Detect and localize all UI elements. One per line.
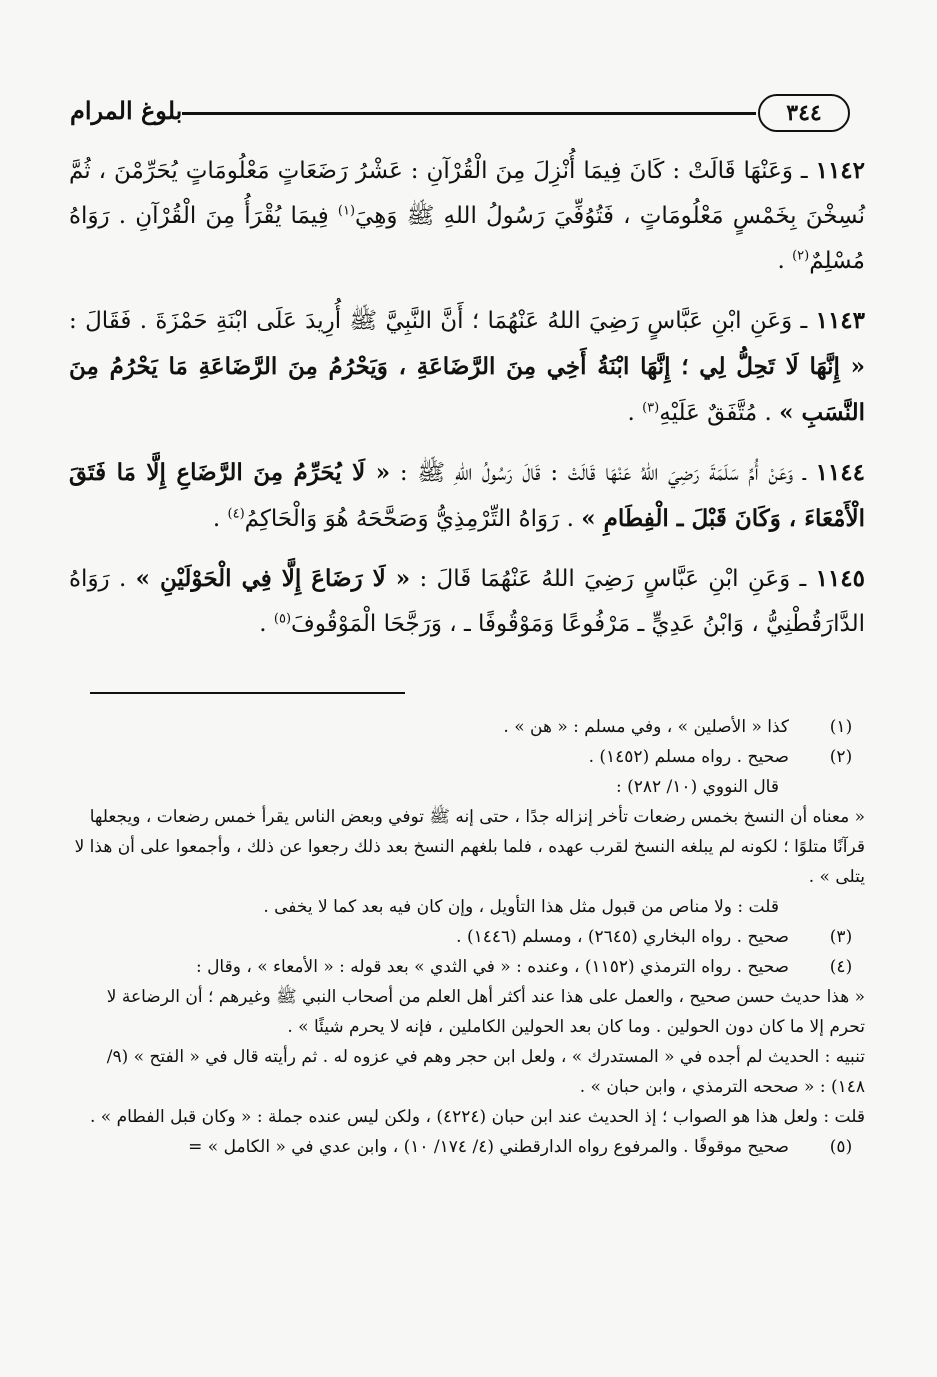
hadith-end: . [777,248,785,274]
footnote-ref: (١) [337,203,356,219]
header-rule [182,112,756,115]
hadith-text: ـ وَعَنِ ابْنِ عَبَّاسٍ رَضِيَ اللهُ عَنْهُمَا قَالَ : [419,566,807,592]
hadith-number: ١١٤٤ [815,459,865,486]
footnote-line: قلت : ولا مناص من قبول مثل هذا التأويل ، وإن كان فيه بعد كما لا يخفى . [263,897,779,917]
footnote-note: تنبيه : الحديث لم أجده في « المستدرك » ، ولعل ابن حجر وهم في عزوه له . ثم رأيته قال في « الفتح » (٩/ ١٤٨) : « صححه الترمذي ، وابن حبان » . [106,1047,865,1097]
hadith-quote: « لَا رَضَاعَ إِلَّا فِي الْحَوْلَيْنِ » [135,565,411,592]
footnote-line: صحيح . رواه مسلم (١٤٥٢) . [588,747,789,767]
footnote-line: صحيح موقوفًا . والمرفوع رواه الدارقطني (٤/ ١٧٤/ ١٠) ، وابن عدي في « الكامل » = [188,1137,789,1157]
footnote-number: (٥) [829,1137,853,1157]
footnote-5 [69,1132,865,1162]
footnote-3 [69,922,865,952]
footnote-4 [69,952,865,1132]
footnote-number: (٢) [829,747,853,767]
footnote-ref: (٣) [642,400,660,416]
hadith-end: . [212,506,221,532]
hadith-tail: . رَوَاهُ التِّرْمِذِيُّ وَصَحَّحَهُ هُوَ وَالْحَاكِمُ [244,506,574,532]
footnote-2 [69,742,865,922]
hadith-number: ١١٤٥ [815,565,865,592]
footnote-line: قال النووي (١٠/ ٢٨٢) : [615,777,779,797]
hadith-text: ـ وَعَنْ أُمِّ سَلَمَةَ رَضِيَ اللهُ عَنْهَا قَالَتْ : قَالَ رَسُولُ اللهِ ﷺ : [399,460,806,486]
footnote-number: (٣) [829,927,853,947]
hadith-text: فِيمَا يُقْرَأُ مِنَ الْقُرْآنِ . رَوَاهُ مُسْلِمٌ [69,203,865,274]
footnote-ref: (٥) [273,611,292,627]
footnote-number: (٤) [829,957,853,977]
hadith-tail: . مُتَّفَقٌ عَلَيْهِ [659,400,772,426]
hadith-quote: « لَا يُحَرِّمُ مِنَ الرَّضَاعِ إِلَّا مَا فَتَقَ الْأَمْعَاءَ ، وَكَانَ قَبْلَ ـ الْفِطَامِ » [69,459,865,532]
footnote-ref: (٤) [227,506,245,522]
footnote-quote: « معناه أن النسخ بخمس رضعات تأخر إنزاله جدًا ، حتى إنه ﷺ توفي وبعض الناس يقرأ خمس رضعات ، ويجعلها قرآنًا متلوًا ؛ لكونه لم يبلغه النسخ لقرب عهده ، فلما بلغهم النسخ بعد ذلك رجعوا عن ذلك ، وأجمعوا على أن هذا لا يتلى » . [74,807,865,887]
hadith-end: . [627,400,635,426]
hadith-quote: « إِنَّهَا لَا تَحِلُّ لِي ؛ إِنَّهَا ابْنَةُ أَخِي مِنَ الرَّضَاعَةِ ، وَيَحْرُمُ مِنَ الرَّضَاعَةِ مَا يَحْرُمُ مِنَ النَّسَبِ » [69,353,865,426]
hadith-1143 [69,298,865,436]
footnote-note: قلت : ولعل هذا هو الصواب ؛ إذ الحديث عند ابن حبان (٤٢٢٤) ، ولكن ليس عنده جملة : « وكان قبل الفطام » . [89,1107,865,1127]
hadith-section [69,148,865,661]
footnote-1 [69,712,865,742]
footnote-ref: (٢) [792,248,810,264]
footnote-number: (١) [829,717,853,737]
footnote-line: صحيح . رواه البخاري (٢٦٤٥) ، ومسلم (١٤٤٦) . [456,927,789,947]
hadith-1142 [69,148,865,284]
hadith-text: ـ وَعَنْهَا قَالَتْ : كَانَ فِيمَا أُنْزِلَ مِنَ الْقُرْآنِ : عَشْرُ رَضَعَاتٍ مَعْلُومَاتٍ يُحَرِّمْنَ ، ثُمَّ نُسِخْنَ بِخَمْسٍ مَعْلُومَاتٍ ، فَتُوُفِّيَ رَسُولُ اللهِ ﷺ وَهِيَ [69,158,865,229]
page-number: ٣٤٤ [758,94,850,132]
footnote-separator [90,692,405,694]
hadith-number: ١١٤٣ [815,307,866,334]
book-title: بلوغ المرام [70,96,183,125]
hadith-text: ـ وَعَنِ ابْنِ عَبَّاسٍ رَضِيَ اللهُ عَنْهُمَا ؛ أَنَّ النَّبِيَّ ﷺ أُرِيدَ عَلَى ابْنَةِ حَمْزَةَ . فَقَالَ : [69,308,808,334]
footnote-quote: « هذا حديث حسن صحيح ، والعمل على هذا عند أكثر أهل العلم من أصحاب النبي ﷺ وغيرهم ؛ أن الرضاعة لا تحرم إلا ما كان دون الحولين . وما كان بعد الحولين الكاملين ، فإنه لا يحرم شيئًا » . [106,987,865,1037]
hadith-1144 [69,450,865,542]
hadith-1145 [69,556,865,647]
footnote-line: صحيح . رواه الترمذي (١١٥٢) ، وعنده : « في الثدي » بعد قوله : « الأمعاء » ، وقال : [195,957,789,977]
hadith-tail: . رَوَاهُ الدَّارَقُطْنِيُّ ، وَابْنُ عَدِيٍّ ـ مَرْفُوعًا وَمَوْقُوفًا ـ ، وَرَجَّحَا الْمَوْقُوفَ [69,566,865,637]
footnotes-section [69,712,865,1162]
hadith-number: ١١٤٢ [815,157,866,184]
page-header [70,88,850,138]
footnote-line: كذا « الأصلين » ، وفي مسلم : « هن » . [503,717,789,737]
hadith-end: . [259,611,267,637]
